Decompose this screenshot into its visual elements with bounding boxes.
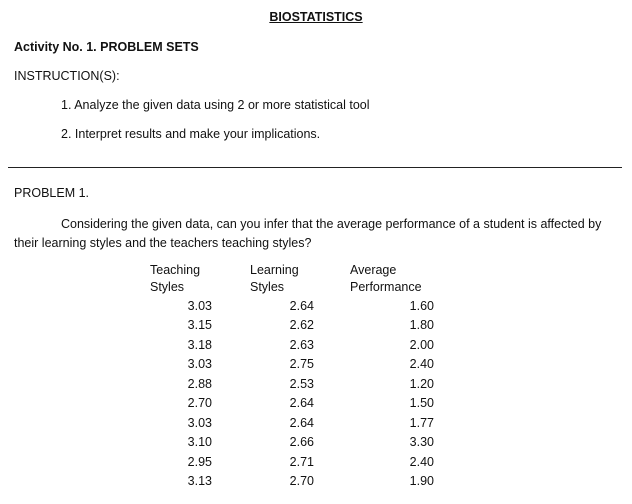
- cell-learning-styles: 2.62: [289, 318, 314, 333]
- table-row: [150, 296, 434, 316]
- cell-teaching-styles: 3.03: [187, 357, 212, 372]
- cell-average-performance: 1.80: [409, 318, 434, 333]
- instruction-item-1: 1. Analyze the given data using 2 or more statistical tool: [61, 98, 370, 112]
- cell-average-performance: 3.30: [409, 435, 434, 450]
- cell-average-performance: 1.77: [409, 415, 434, 430]
- table-row: [150, 413, 434, 433]
- problem-text: [14, 215, 624, 253]
- table-row: [150, 472, 434, 492]
- table-row: [150, 316, 434, 336]
- cell-teaching-styles: 3.15: [187, 318, 212, 333]
- cell-learning-styles: 2.64: [289, 396, 314, 411]
- cell-learning-styles: 2.63: [289, 337, 314, 352]
- table-row: [150, 433, 434, 453]
- problem-text-body: Considering the given data, can you infer that the average performance of a student is affected by their learning styles and the teachers teaching styles?: [14, 217, 602, 250]
- document-title: BIOSTATISTICS: [269, 10, 363, 24]
- cell-learning-styles: 2.75: [289, 357, 314, 372]
- divider: [8, 167, 622, 168]
- table-body: [150, 296, 434, 491]
- cell-learning-styles: 2.53: [289, 376, 314, 391]
- cell-learning-styles: 2.64: [289, 298, 314, 313]
- cell-average-performance: 1.60: [409, 298, 434, 313]
- cell-teaching-styles: 2.88: [187, 376, 212, 391]
- table-row: [150, 374, 434, 394]
- cell-learning-styles: 2.64: [289, 415, 314, 430]
- instruction-item-2: 2. Interpret results and make your implications.: [61, 127, 321, 141]
- header-learning-styles: Learning Styles: [250, 263, 299, 294]
- cell-teaching-styles: 3.10: [187, 435, 212, 450]
- cell-learning-styles: 2.66: [289, 435, 314, 450]
- cell-teaching-styles: 3.03: [187, 415, 212, 430]
- table-row: [150, 394, 434, 414]
- table-row: [150, 452, 434, 472]
- cell-average-performance: 2.40: [409, 454, 434, 469]
- cell-learning-styles: 2.70: [289, 474, 314, 489]
- instructions-heading: INSTRUCTION(S):: [14, 69, 120, 83]
- cell-average-performance: 1.90: [409, 474, 434, 489]
- cell-teaching-styles: 3.13: [187, 474, 212, 489]
- cell-teaching-styles: 3.18: [187, 337, 212, 352]
- cell-average-performance: 1.20: [409, 376, 434, 391]
- table-row: [150, 335, 434, 355]
- cell-average-performance: 2.00: [409, 337, 434, 352]
- problem-heading: PROBLEM 1.: [14, 186, 90, 200]
- activity-heading: Activity No. 1. PROBLEM SETS: [14, 40, 199, 54]
- cell-average-performance: 1.50: [409, 396, 434, 411]
- cell-teaching-styles: 3.03: [187, 298, 212, 313]
- cell-teaching-styles: 2.70: [187, 396, 212, 411]
- cell-learning-styles: 2.71: [289, 454, 314, 469]
- table-row: [150, 355, 434, 375]
- header-average-performance: Average Performance: [350, 263, 422, 294]
- cell-average-performance: 2.40: [409, 357, 434, 372]
- cell-teaching-styles: 2.95: [187, 454, 212, 469]
- table-header-row: [150, 262, 434, 296]
- header-teaching-styles: Teaching Styles: [150, 263, 201, 294]
- data-table: [150, 262, 434, 491]
